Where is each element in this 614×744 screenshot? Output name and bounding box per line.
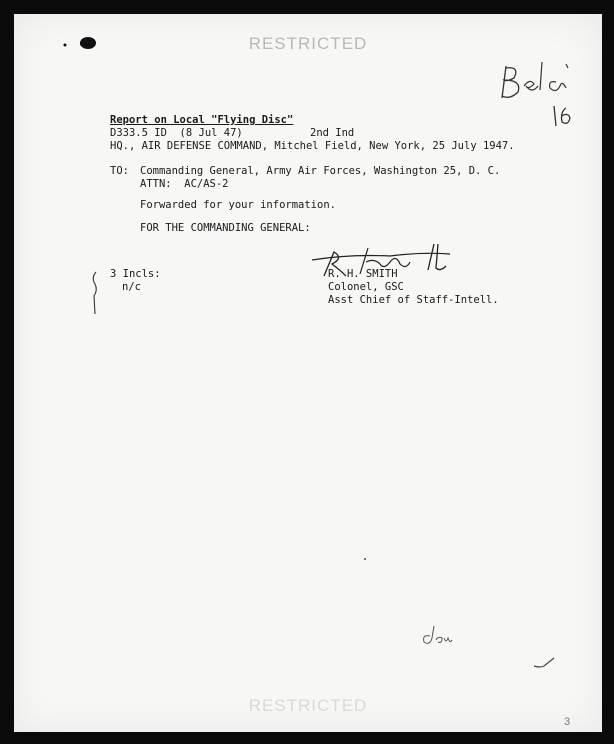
to-label: TO: (110, 165, 129, 177)
signer-name: R. H. SMITH (328, 268, 398, 280)
check-mark (532, 654, 556, 670)
restricted-stamp-bottom: RESTRICTED (248, 696, 368, 715)
from-line: HQ., AIR DEFENSE COMMAND, Mitchel Field, New York, 25 July 1947. (110, 140, 515, 152)
document-page (14, 14, 602, 732)
handwritten-margin-note (496, 60, 576, 134)
attention-line: ATTN: AC/AS-2 (140, 178, 229, 190)
document-title: Report on Local "Flying Disc" (110, 114, 294, 126)
dot-mark (364, 558, 366, 560)
restricted-stamp-top: RESTRICTED (248, 34, 368, 53)
to-addressee: Commanding General, Army Air Forces, Washington 25, D. C. (140, 165, 501, 177)
body-paragraph: Forwarded for your information. (140, 199, 336, 211)
closing-line: FOR THE COMMANDING GENERAL: (140, 222, 311, 234)
indorsement-label: 2nd Ind (310, 127, 355, 139)
ink-blot (60, 34, 104, 54)
enclosures-label: 3 Incls: (110, 268, 161, 280)
page-number: 3 (564, 716, 571, 728)
margin-bracket-mark (90, 270, 100, 316)
enclosures-note: n/c (122, 281, 141, 293)
signer-rank: Colonel, GSC (328, 281, 404, 293)
handwritten-initials (418, 624, 458, 648)
signer-title: Asst Chief of Staff-Intell. (328, 294, 499, 306)
file-reference: D333.5 ID (8 Jul 47) (110, 127, 243, 139)
